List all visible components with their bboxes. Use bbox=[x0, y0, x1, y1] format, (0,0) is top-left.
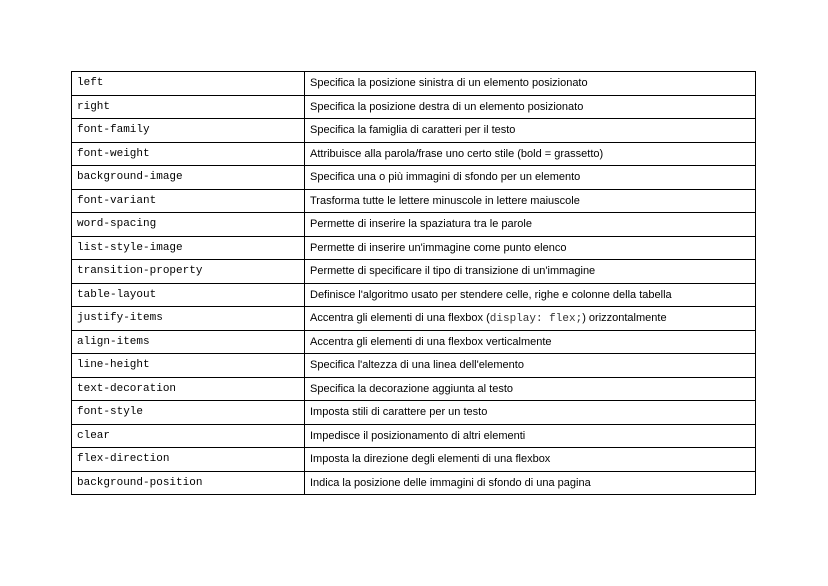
property-cell: text-decoration bbox=[72, 377, 305, 401]
description-cell: Specifica una o più immagini di sfondo per un elemento bbox=[305, 166, 756, 190]
description-cell: Specifica la famiglia di caratteri per il testo bbox=[305, 119, 756, 143]
property-cell: font-weight bbox=[72, 142, 305, 166]
table-row bbox=[72, 72, 756, 96]
property-cell: font-variant bbox=[72, 189, 305, 213]
table-row bbox=[72, 236, 756, 260]
table-row bbox=[72, 166, 756, 190]
table-row bbox=[72, 260, 756, 284]
table-row bbox=[72, 307, 756, 331]
table-row bbox=[72, 189, 756, 213]
table-row bbox=[72, 330, 756, 354]
property-cell: word-spacing bbox=[72, 213, 305, 237]
description-cell: Indica la posizione delle immagini di sfondo di una pagina bbox=[305, 471, 756, 495]
inline-code: display: flex; bbox=[489, 312, 583, 325]
description-cell bbox=[305, 307, 756, 331]
property-cell: left bbox=[72, 72, 305, 96]
property-cell: font-family bbox=[72, 119, 305, 143]
table-row bbox=[72, 448, 756, 472]
table-row bbox=[72, 471, 756, 495]
description-cell: Imposta stili di carattere per un testo bbox=[305, 401, 756, 425]
table-row bbox=[72, 95, 756, 119]
property-cell: right bbox=[72, 95, 305, 119]
property-cell: align-items bbox=[72, 330, 305, 354]
description-cell: Accentra gli elementi di una flexbox verticalmente bbox=[305, 330, 756, 354]
table-row bbox=[72, 213, 756, 237]
property-cell: background-position bbox=[72, 471, 305, 495]
description-cell: Specifica la posizione destra di un elemento posizionato bbox=[305, 95, 756, 119]
description-cell: Permette di inserire la spaziatura tra le parole bbox=[305, 213, 756, 237]
css-properties-table bbox=[71, 71, 756, 495]
property-cell: transition-property bbox=[72, 260, 305, 284]
table-row bbox=[72, 119, 756, 143]
property-cell: table-layout bbox=[72, 283, 305, 307]
description-cell: Specifica l'altezza di una linea dell'elemento bbox=[305, 354, 756, 378]
property-cell: font-style bbox=[72, 401, 305, 425]
property-cell: background-image bbox=[72, 166, 305, 190]
table-row bbox=[72, 424, 756, 448]
description-text: Accentra gli elementi di una flexbox ( bbox=[310, 311, 490, 324]
property-cell: list-style-image bbox=[72, 236, 305, 260]
table-row bbox=[72, 283, 756, 307]
table-row bbox=[72, 401, 756, 425]
property-cell: justify-items bbox=[72, 307, 305, 331]
description-cell: Imposta la direzione degli elementi di una flexbox bbox=[305, 448, 756, 472]
description-cell: Permette di specificare il tipo di transizione di un'immagine bbox=[305, 260, 756, 284]
description-text: ) orizzontalmente bbox=[582, 311, 667, 324]
table-row bbox=[72, 377, 756, 401]
table-row bbox=[72, 142, 756, 166]
description-cell: Specifica la decorazione aggiunta al testo bbox=[305, 377, 756, 401]
property-cell: flex-direction bbox=[72, 448, 305, 472]
table-row bbox=[72, 354, 756, 378]
property-cell: line-height bbox=[72, 354, 305, 378]
description-cell: Definisce l'algoritmo usato per stendere celle, righe e colonne della tabella bbox=[305, 283, 756, 307]
description-cell: Trasforma tutte le lettere minuscole in lettere maiuscole bbox=[305, 189, 756, 213]
property-cell: clear bbox=[72, 424, 305, 448]
description-cell: Specifica la posizione sinistra di un elemento posizionato bbox=[305, 72, 756, 96]
description-cell: Attribuisce alla parola/frase uno certo stile (bold = grassetto) bbox=[305, 142, 756, 166]
description-cell: Impedisce il posizionamento di altri elementi bbox=[305, 424, 756, 448]
description-cell: Permette di inserire un'immagine come punto elenco bbox=[305, 236, 756, 260]
